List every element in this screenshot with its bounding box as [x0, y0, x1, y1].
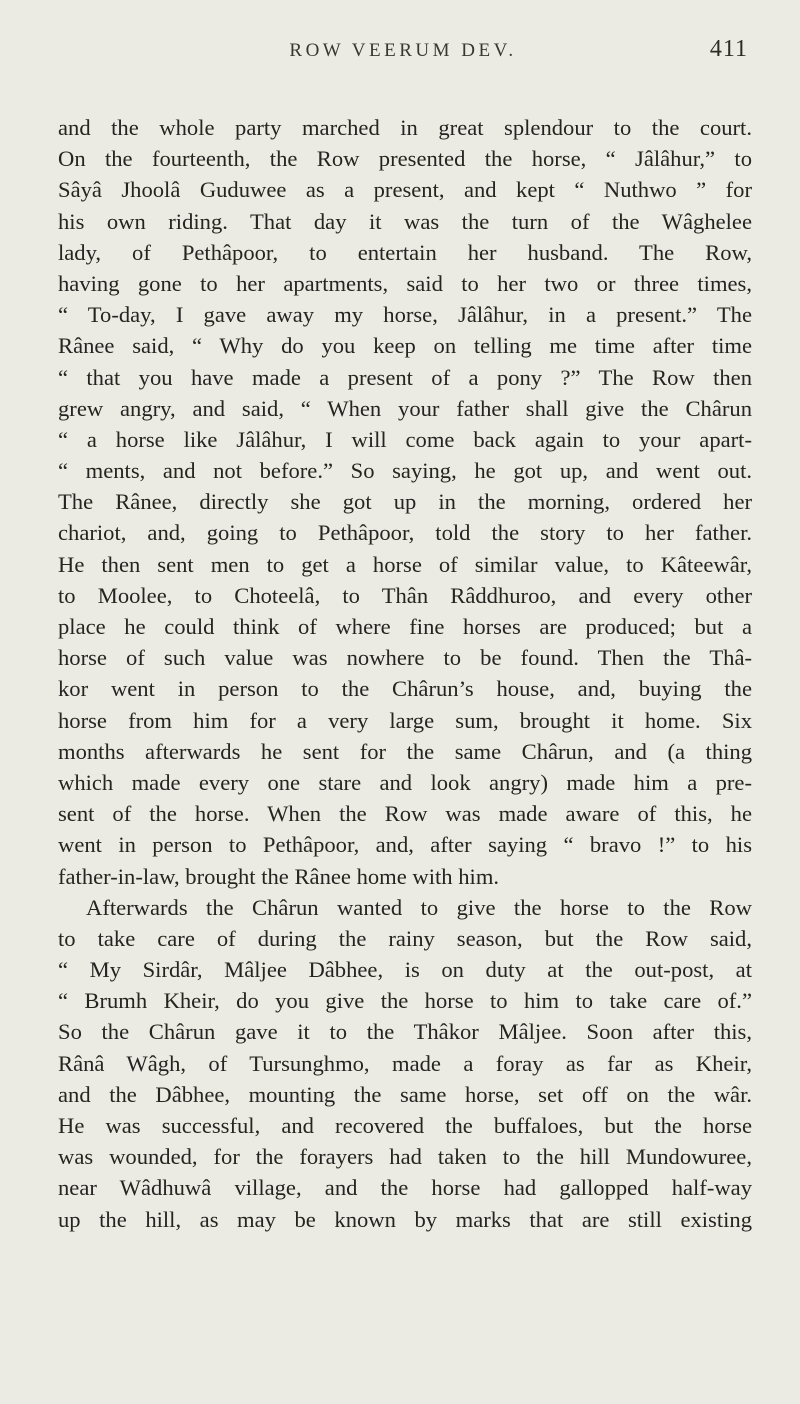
- text-line: to Moolee, to Choteelâ, to Thân Râddhuroo, and every other: [58, 582, 752, 608]
- text-line: Rânâ Wâgh, of Tursunghmo, made a foray as far as Kheir,: [58, 1050, 752, 1076]
- text-line: On the fourteenth, the Row presented the horse, “ Jâlâhur,” to: [58, 146, 752, 172]
- text-line: “ a horse like Jâlâhur, I will come back again to your apart-: [58, 426, 752, 452]
- text-line: up the hill, as may be known by marks that are still existing: [58, 1206, 752, 1232]
- text-line: months afterwards he sent for the same Chârun, and (a thing: [58, 738, 752, 764]
- text-line: The Rânee, directly she got up in the morning, ordered her: [58, 489, 752, 515]
- text-line: father-in-law, brought the Rânee home with him.: [58, 863, 500, 889]
- text-line: chariot, and, going to Pethâpoor, told the story to her father.: [58, 520, 752, 546]
- text-line: place he could think of where fine horses are produced; but a: [58, 614, 752, 639]
- text-line: kor went in person to the Chârun’s house, and, buying the: [58, 676, 752, 702]
- text-line: and the whole party marched in great splendour to the court.: [58, 115, 752, 140]
- text-line: Afterwards the Chârun wanted to give the horse to the Row: [86, 894, 752, 920]
- text-line: and the Dâbhee, mounting the same horse, set off on the wâr.: [58, 1081, 752, 1107]
- text-line: having gone to her apartments, said to her two or three times,: [58, 270, 752, 296]
- text-line: went in person to Pethâpoor, and, after saying “ bravo !” to his: [58, 832, 752, 858]
- text-line: to take care of during the rainy season, but the Row said,: [58, 925, 752, 951]
- text-line: lady, of Pethâpoor, to entertain her husband. The Row,: [58, 239, 752, 265]
- text-line: “ My Sirdâr, Mâljee Dâbhee, is on duty at the out-post, at: [58, 957, 752, 983]
- text-line: grew angry, and said, “ When your father shall give the Chârun: [58, 395, 752, 421]
- running-head: [58, 36, 748, 70]
- text-line: So the Chârun gave it to the Thâkor Mâljee. Soon after this,: [58, 1019, 752, 1045]
- text-line: his own riding. That day it was the turn of the Wâghelee: [58, 208, 752, 234]
- text-line: “ that you have made a present of a pony ?” The Row then: [58, 364, 752, 390]
- text-line: Rânee said, “ Why do you keep on telling me time after time: [58, 333, 752, 359]
- text-line: “ To-day, I gave away my horse, Jâlâhur, in a present.” The: [58, 302, 752, 328]
- text-line: sent of the horse. When the Row was made aware of this, he: [58, 801, 752, 827]
- text-line: He was successful, and recovered the buffaloes, but the horse: [58, 1113, 752, 1138]
- running-title: ROW VEERUM DEV.: [289, 40, 517, 61]
- text-line: near Wâdhuwâ village, and the horse had gallopped half-way: [58, 1175, 752, 1201]
- text-line: horse from him for a very large sum, brought it home. Six: [58, 707, 752, 733]
- page-number: 411: [709, 36, 748, 62]
- body-text: [58, 112, 752, 1235]
- text-line: horse of such value was nowhere to be found. Then the Thâ-: [58, 645, 752, 671]
- text-line: was wounded, for the forayers had taken to the hill Mundowuree,: [58, 1144, 752, 1170]
- text-line: “ Brumh Kheir, do you give the horse to him to take care of.”: [58, 988, 752, 1014]
- text-line: “ ments, and not before.” So saying, he got up, and went out.: [58, 458, 752, 484]
- text-line: Sâyâ Jhoolâ Guduwee as a present, and kept “ Nuthwo ” for: [58, 177, 752, 203]
- text-line: which made every one stare and look angry) made him a pre-: [58, 769, 752, 795]
- text-line: He then sent men to get a horse of similar value, to Kâteewâr,: [58, 551, 752, 577]
